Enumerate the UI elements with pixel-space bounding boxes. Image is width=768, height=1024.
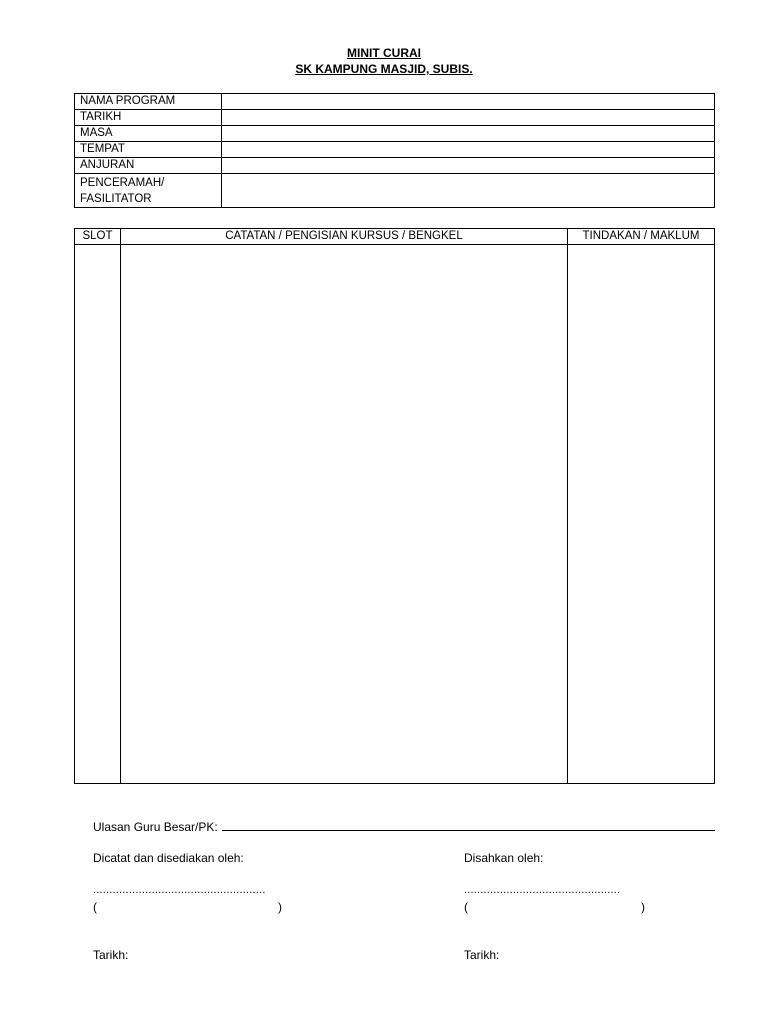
info-value-penceramah[interactable]: [222, 174, 715, 208]
approved-name-close-paren: ): [641, 900, 645, 914]
slot-table-body: [75, 245, 715, 784]
program-info-table: [74, 93, 715, 208]
info-value-anjuran[interactable]: [222, 158, 715, 174]
info-value-masa[interactable]: [222, 126, 715, 142]
info-label-line2: FASILITATOR: [80, 193, 152, 205]
info-label: NAMA PROGRAM: [75, 94, 222, 110]
column-header-tindakan: TINDAKAN / MAKLUM: [568, 229, 715, 245]
slot-table-header: [75, 229, 715, 245]
column-header-catatan: CATATAN / PENGISIAN KURSUS / BENGKEL: [121, 229, 568, 245]
info-label-line1: PENCERAMAH/: [80, 177, 165, 189]
document-subtitle: SK KAMPUNG MASJID, SUBIS.: [295, 62, 473, 76]
approved-by-label: Disahkan oleh:: [464, 851, 544, 865]
catatan-cell[interactable]: [121, 245, 568, 784]
info-value-tarikh[interactable]: [222, 110, 715, 126]
approved-date-label: Tarikh:: [464, 948, 500, 962]
prepared-date-label: Tarikh:: [93, 948, 129, 962]
info-row-penceramah: [75, 174, 715, 208]
info-label: [75, 174, 222, 208]
info-label: ANJURAN: [75, 158, 222, 174]
slot-table: [74, 228, 715, 784]
prepared-name-close-paren: ): [278, 900, 282, 914]
info-row-tarikh: [75, 110, 715, 126]
prepared-signature-line[interactable]: .....................................................: [93, 884, 266, 896]
prepared-by-label: Dicatat dan disediakan oleh:: [93, 851, 244, 865]
slot-cell[interactable]: [75, 245, 121, 784]
column-header-slot: SLOT: [75, 229, 121, 245]
approved-name-open-paren: (: [464, 900, 468, 914]
ulasan-blank-line[interactable]: [222, 818, 715, 831]
info-value-nama-program[interactable]: [222, 94, 715, 110]
document-title: MINIT CURAI: [347, 46, 421, 60]
info-row-anjuran: [75, 158, 715, 174]
info-row-masa: [75, 126, 715, 142]
ulasan-label: Ulasan Guru Besar/PK:: [93, 820, 218, 834]
tindakan-cell[interactable]: [568, 245, 715, 784]
info-label: MASA: [75, 126, 222, 142]
info-label: TEMPAT: [75, 142, 222, 158]
info-row-tempat: [75, 142, 715, 158]
approved-signature-line[interactable]: ................................................: [464, 884, 621, 896]
ulasan-row: [93, 818, 715, 835]
info-row-nama-program: [75, 94, 715, 110]
info-value-tempat[interactable]: [222, 142, 715, 158]
info-label: TARIKH: [75, 110, 222, 126]
prepared-name-open-paren: (: [93, 900, 97, 914]
